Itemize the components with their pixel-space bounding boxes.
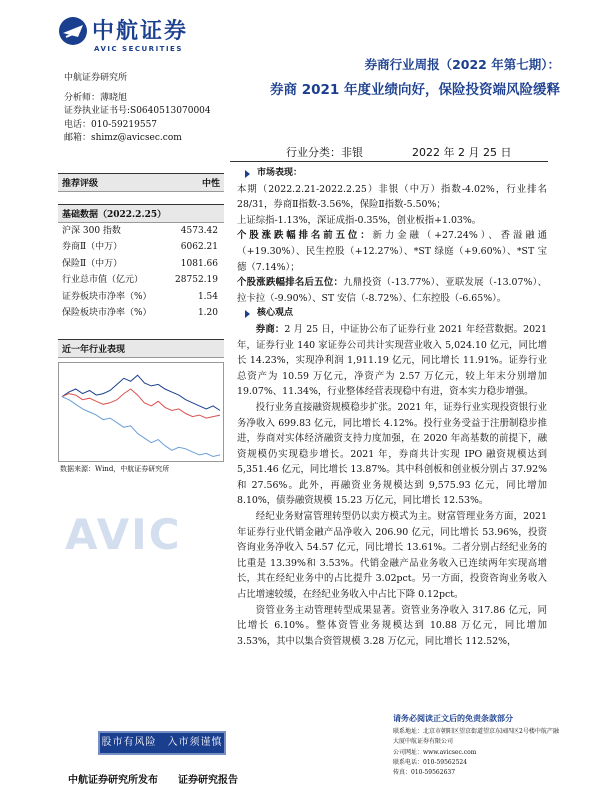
- top-gainers-label: 个股涨跌幅排名前五位：: [237, 230, 373, 242]
- table-row: [58, 223, 224, 239]
- table-row: [58, 272, 224, 288]
- header-divider: [230, 161, 548, 162]
- performance-chart-svg: [58, 362, 224, 462]
- row-label: 证券板块市净率（%）: [62, 291, 152, 302]
- core-paragraph-3: 经纪业务财富管理转型仍以卖方模式为主。财富管理业务方面，2021 年证券行业代销金融产品净收入 206.90 亿元，同比增长 53.96%，投资咨询业务净收入 54.57 亿元，同比增长 13.61%。二者分别占经纪业务的比重是 13.39%和 3.53%。代销金融产品业务收入已连续两年实现高增长，其在经纪业务中的占比提升 3.02pct。另一方面，投资咨询业务收入占比增速较缓，在经纪业务收入中占比下降 0.12pct。: [237, 511, 547, 601]
- top-losers: [237, 275, 547, 306]
- footer-publisher: 中航证券研究所发布 证券研究报告: [68, 775, 238, 786]
- table-row: [58, 289, 224, 305]
- performance-head: 近一年行业表现: [58, 339, 224, 358]
- market-paragraph-2: 上证综指-1.13%，深证成指-0.35%，创业板指+1.03%。: [237, 214, 482, 226]
- basic-data-table: [58, 223, 224, 321]
- report-title: 券商行业周报（2022 年第七期）：: [364, 57, 560, 72]
- core-section-head: 核心观点: [237, 306, 547, 322]
- row-value: 1.20: [197, 307, 218, 318]
- core-paragraph-2: 投行业务直接融资规模稳步扩张。2021 年，证券行业实现投资银行业务净收入 699.83 亿元，同比增长 4.12%。投行业务受益于注册制稳步推进，券商对实体经济融资支持力度加强，在 2020 年高基数的前提下，融资规模仍实现稳步增长。2021 年，券商共计实现 IPO 融资规模达到 5,351.46 亿元，同比增长 13.87%。其中科创板和创业板分别占 37.92%和 27.56%。此外，再融资业务规模达到 9,575.93 亿元，同比增加 8.10%，债券融资规模 15.23 万亿元，同比增长 12.53%。: [237, 401, 547, 507]
- series-line-3: [62, 397, 220, 457]
- market-paragraph-1: 本期（2022.2.21-2022.2.25）非银（中万）指数-4.02%，行业排名28/31，券商Ⅱ指数-3.56%，保险Ⅱ指数-5.50%；: [237, 183, 547, 211]
- footer-line: 大厦中航证券有限公司: [393, 738, 454, 746]
- row-label: 保险Ⅱ（中万）: [62, 258, 123, 269]
- row-label: 沪深 300 指数: [62, 226, 121, 236]
- rating-row: [58, 173, 224, 192]
- table-row: [58, 305, 224, 321]
- analyst-cert: 证券执业证书号:S0640513070004: [64, 106, 211, 117]
- rating-label: 推荐评级: [62, 179, 99, 189]
- chart-frame: [59, 363, 224, 462]
- footer-line: 公司网址：www.avicsec.com: [393, 748, 477, 756]
- performance-chart: [58, 362, 224, 462]
- row-value: 28752.19: [175, 275, 218, 286]
- core-paragraph-1: [237, 322, 547, 400]
- core-paragraph-4: 资管业务主动管理转型成果显著。资管业务净收入 317.86 亿元，同比增长 6.10%。整体资管业务规模达到 10.88 万亿元，同比增加 3.53%，其中以集合资管规模 3.28 万亿元，同比增长 112.52%，: [237, 604, 547, 647]
- rating-value: 中性: [201, 179, 220, 189]
- footer-line: 联系地址：北京市朝阳区望京街道望京东园四区2号楼中航产融: [393, 728, 559, 735]
- core-lead: 券商：: [255, 323, 285, 335]
- row-label: 券商Ⅱ（中万）: [62, 242, 123, 253]
- table-row: [58, 239, 224, 255]
- institute-name: 中航证券研究所: [64, 73, 128, 83]
- analyst-email: 邮箱：shimz@avicsec.com: [64, 133, 182, 144]
- top-gainers: [237, 228, 547, 275]
- logo-text-cn: 中航证券: [92, 19, 189, 44]
- footer-line: 联系电话：010-59562524: [393, 758, 468, 766]
- row-value: 6062.21: [180, 242, 218, 253]
- logo-text-en: AVIC SECURITIES: [94, 45, 183, 53]
- row-value: 1.54: [197, 291, 218, 302]
- industry-classification: 行业分类：非银: [286, 146, 363, 159]
- series-line-1: [62, 376, 220, 411]
- row-value: 4573.42: [180, 226, 218, 236]
- top-losers-text: 九鼎投资（-13.77%）、亚联发展（-13.07%）、拉卡拉（-9.90%）、ST 安信（-8.72%）、仁东控股（-6.65%）。: [237, 277, 547, 304]
- chart-source: 数据来源：Wind，中航证券研究所: [60, 465, 170, 474]
- market-section-head: 市场表现：: [237, 166, 547, 182]
- core-paragraph-1-text: 2 月 25 日，中证协公布了证券行业 2021 年经营数据。2021 年，证券行业 140 家证券公司共计实现营业收入 5,024.10 亿元，同比增长 14.23%，实现净利润 1,911.19 亿元，同比增长 11.91%。证券行业总资产为 10.59 万亿元，净资产为 2.57 万亿元，较上年末分别增加 19.07%、11.34%，行业整体经营表现稳中有进，资本实力稳步增强。: [237, 323, 547, 398]
- footer-contact: [393, 713, 559, 778]
- report-subtitle: 券商 2021 年度业绩向好，保险投资端风险缓释: [270, 82, 560, 98]
- top-gainers-text: 新力金融（+27.24%）、香溢融通（+19.30%）、民生控股（+12.27%）、*ST 绿庭（+9.60%）、*ST 宝德（7.14%）；: [237, 230, 547, 273]
- main-content: [237, 166, 547, 649]
- avic-logo-icon: [58, 16, 88, 46]
- table-row: [58, 256, 224, 272]
- analyst-name: 分析师：薄晓旭: [64, 92, 128, 103]
- row-label: 保险板块市净率（%）: [62, 307, 152, 318]
- company-logo: [58, 12, 218, 62]
- row-value: 1081.66: [180, 258, 218, 269]
- avic-watermark: AVIC: [65, 510, 182, 559]
- top-losers-label: 个股涨跌幅排名后五位：: [237, 277, 344, 289]
- footer-disclaimer-head: 请务必阅读正文后的免责条款部分: [393, 714, 513, 723]
- footer-line: 传真：010-59562637: [393, 769, 456, 777]
- basic-data-head: 基础数据（2022.2.25）: [58, 204, 224, 223]
- risk-warning-box: 股市有风险 入市须谨慎: [98, 731, 226, 755]
- row-label: 行业总市值（亿元）: [62, 275, 144, 286]
- left-sidebar: [58, 173, 224, 474]
- analyst-info: [64, 72, 211, 146]
- report-date: 2022 年 2 月 25 日: [412, 146, 512, 159]
- analyst-phone: 电话：010-59219557: [64, 119, 158, 130]
- series-line-2: [62, 389, 220, 418]
